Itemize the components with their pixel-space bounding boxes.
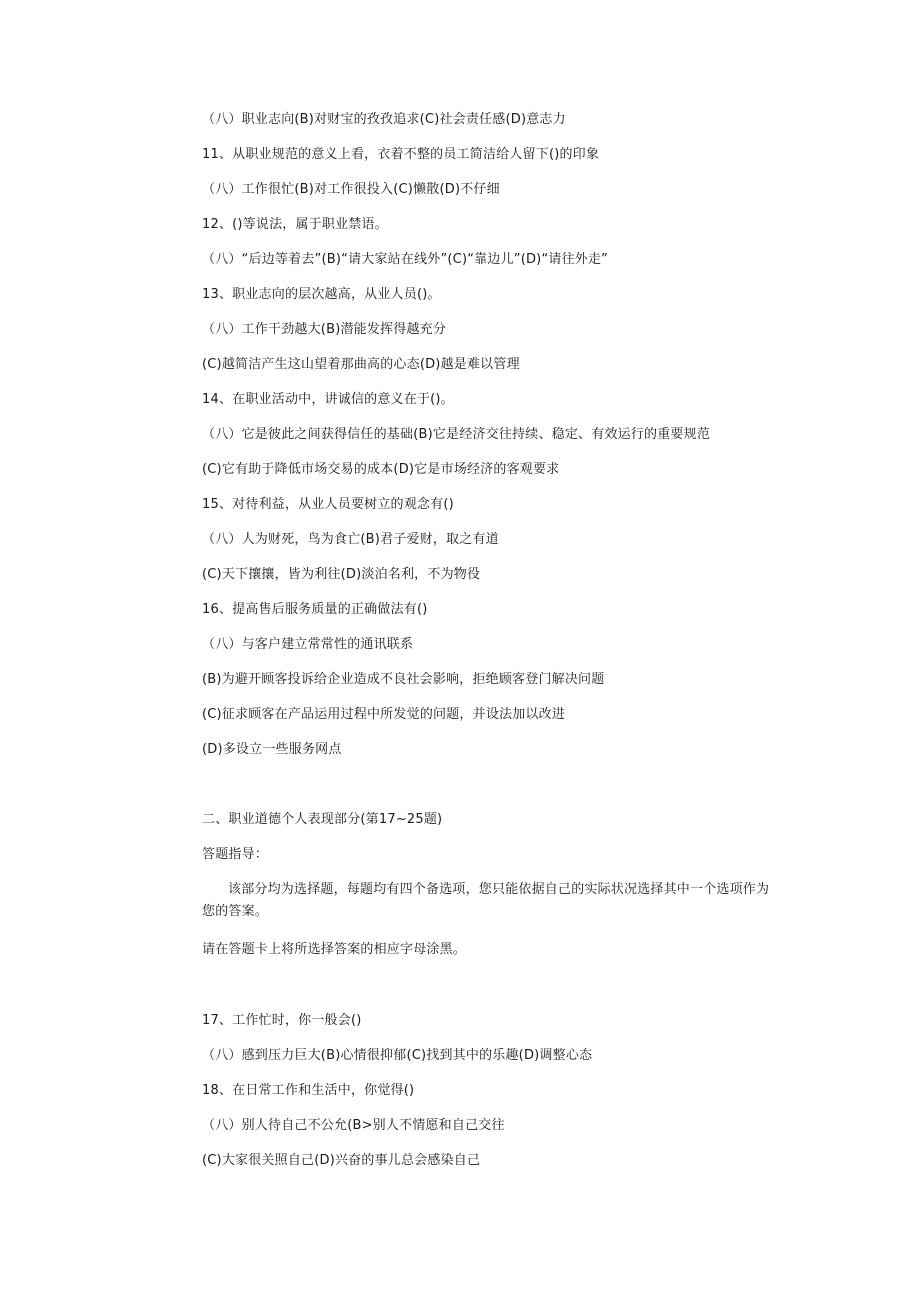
question-15-options-ab: （八）人为财死，鸟为食亡(B)君子爱财，取之有道 (202, 532, 499, 547)
question-13-options-ab: （八）工作干劲越大(B)潜能发挥得越充分 (202, 322, 447, 337)
answer-card-instruction: 请在答题卡上将所选择答案的相应字母涂黑。 (202, 942, 467, 957)
question-16-option-a: （八）与客户建立常常性的通讯联系 (202, 637, 414, 652)
question-14: 14、在职业活动中，讲诚信的意义在于()。 (202, 392, 454, 407)
question-16: 16、提高售后服务质量的正确做法有() (202, 602, 428, 617)
question-14-options-cd: (C)它有助于降低市场交易的成本(D)它是市场经济的客观要求 (202, 462, 560, 477)
question-10-options: （八）职业志向(B)对财宝的孜孜追求(C)社会责任感(D)意志力 (202, 112, 566, 127)
question-16-option-b: (B)为避开顾客投诉给企业造成不良社会影响，拒绝顾客登门解决问题 (202, 672, 605, 687)
question-11: 11、从职业规范的意义上看，衣着不整的员工简洁给人留下()的印象 (202, 147, 600, 162)
question-11-options: （八）工作很忙(B)对工作很投入(C)懒散(D)不仔细 (202, 182, 500, 197)
question-16-option-d: (D)多设立一些服务网点 (202, 742, 342, 757)
question-15-options-cd: (C)天下攘攘，皆为利往(D)淡泊名利，不为物役 (202, 567, 481, 582)
question-16-option-c: (C)征求顾客在产品运用过程中所发觉的问题，并设法加以改进 (202, 707, 566, 722)
question-17: 17、工作忙时，你一般会() (202, 1013, 362, 1028)
question-12: 12、()等说法，属于职业禁语。 (202, 217, 388, 232)
instructions-paragraph (202, 879, 782, 923)
question-13-options-cd: (C)越简洁产生这山望着那曲高的心态(D)越是难以管理 (202, 357, 520, 372)
instructions-heading: 答题指导： (202, 847, 269, 862)
question-18-options-cd: (C)大家很关照自己(D)兴奋的事儿总会感染自己 (202, 1153, 481, 1168)
question-18: 18、在日常工作和生活中，你觉得() (202, 1083, 415, 1098)
question-18-options-ab: （八）别人待自己不公允(B>别人不情愿和自己交往 (202, 1118, 505, 1133)
instructions-text: 该部分均为选择题，每题均有四个备选项，您只能依据自己的实际状况选择其中一个选项作为您的答案。 (202, 882, 770, 919)
section-heading: 二、职业道德个人表现部分(第17~25题) (202, 812, 443, 827)
question-13: 13、职业志向的层次越高，从业人员()。 (202, 287, 441, 302)
question-14-options-ab: （八）它是彼此之间获得信任的基础(B)它是经济交往持续、稳定、有效运行的重要规范 (202, 427, 711, 442)
question-15: 15、对待利益，从业人员要树立的观念有() (202, 497, 454, 512)
question-12-options: （八）“后边等着去”(B)“请大家站在线外”(C)“靠边儿”(D)“请往外走” (202, 252, 609, 267)
question-17-options: （八）感到压力巨大(B)心情很抑郁(C)找到其中的乐趣(D)调整心态 (202, 1048, 593, 1063)
